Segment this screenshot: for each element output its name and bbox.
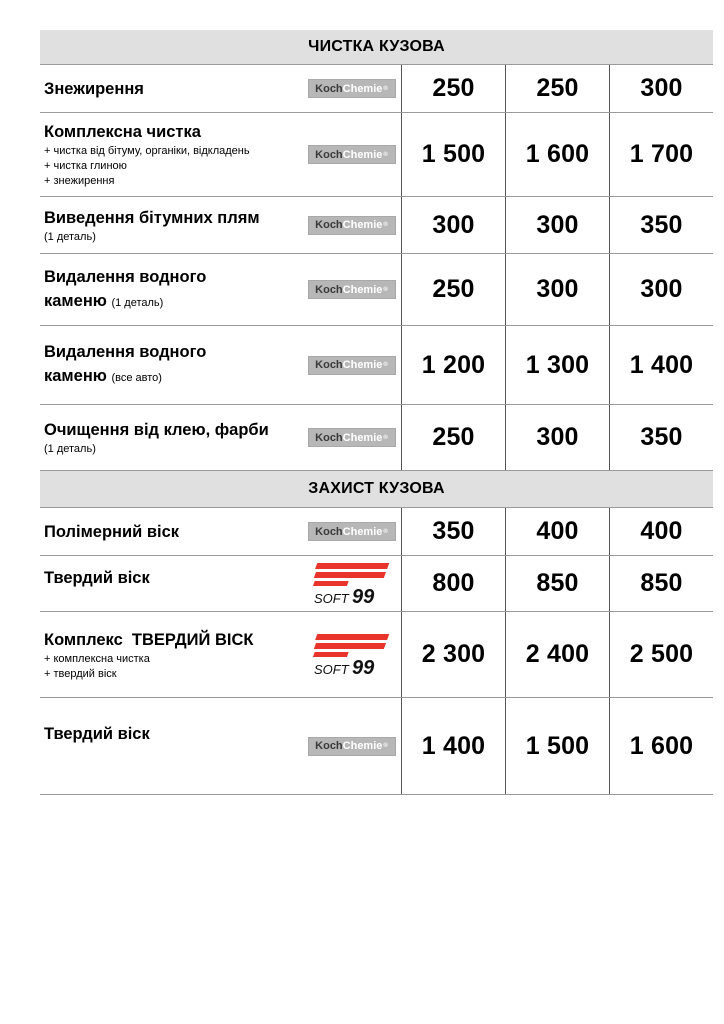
service-title: Виведення бітумних плям <box>44 208 260 227</box>
section-header-cleaning: ЧИСТКА КУЗОВА <box>40 30 713 65</box>
brand-logo-cell <box>302 556 401 611</box>
table-row <box>40 197 713 254</box>
price-cell: 250 <box>505 65 609 112</box>
price-cell: 300 <box>505 197 609 253</box>
service-title: Комплекс ТВЕРДИЙ ВІСК <box>44 630 254 649</box>
service-inline-note: (все авто) <box>111 372 162 384</box>
price-cell: 400 <box>505 508 609 555</box>
brand-logo-cell <box>302 698 401 794</box>
price-cell: 1 400 <box>401 698 505 794</box>
price-cell: 1 200 <box>401 326 505 404</box>
price-cell: 1 600 <box>609 698 713 794</box>
brand-logo-cell <box>302 508 401 555</box>
price-cell: 1 500 <box>505 698 609 794</box>
koch-chemie-logo: Koch Chemie ® <box>308 79 396 98</box>
price-cell: 300 <box>401 197 505 253</box>
brand-logo-cell <box>302 405 401 470</box>
service-title: Видалення водного каменю <box>44 343 207 385</box>
price-cell: 2 500 <box>609 612 713 697</box>
svg-text:99: 99 <box>351 585 374 607</box>
service-note: + комплексна чистка <box>44 652 150 665</box>
price-cell: 800 <box>401 556 505 611</box>
price-cell: 250 <box>401 65 505 112</box>
svg-text:SOFT: SOFT <box>313 590 349 606</box>
service-title: Знежирення <box>44 79 144 98</box>
koch-chemie-logo: Koch Chemie ® <box>308 280 396 299</box>
svg-text:99: 99 <box>351 656 374 678</box>
brand-logo-cell <box>302 65 401 112</box>
brand-logo-cell <box>302 326 401 404</box>
table-row <box>40 508 713 556</box>
price-cell: 350 <box>401 508 505 555</box>
price-cell: 1 300 <box>505 326 609 404</box>
koch-chemie-logo: Koch Chemie ® <box>308 737 396 756</box>
price-cell: 350 <box>609 405 713 470</box>
table-row <box>40 556 713 612</box>
price-cell: 250 <box>401 405 505 470</box>
table-row <box>40 113 713 197</box>
price-cell: 850 <box>505 556 609 611</box>
price-cell: 2 300 <box>401 612 505 697</box>
service-title: Видалення водного каменю <box>44 267 207 310</box>
price-cell: 300 <box>505 254 609 325</box>
price-cell: 1 700 <box>609 113 713 196</box>
koch-chemie-logo: Koch Chemie ® <box>308 428 396 447</box>
price-table <box>40 30 713 795</box>
table-row <box>40 698 713 795</box>
service-title: Твердий віск <box>44 569 150 587</box>
table-row <box>40 612 713 698</box>
service-title: Твердий віск <box>44 725 150 743</box>
service-note: (1 деталь) <box>44 443 96 455</box>
soft99-logo <box>312 632 392 678</box>
price-cell: 1 600 <box>505 113 609 196</box>
service-title: Полімерний віск <box>44 522 180 541</box>
price-cell: 1 400 <box>609 326 713 404</box>
section-header-protection: ЗАХИСТ КУЗОВА <box>40 471 713 508</box>
price-cell: 1 500 <box>401 113 505 196</box>
koch-chemie-logo: Koch Chemie ® <box>308 522 396 541</box>
service-note: + чистка глиною <box>44 160 127 172</box>
service-note: + чистка від бітуму, органіки, відкладень <box>44 145 250 157</box>
service-inline-note: (1 деталь) <box>111 296 164 309</box>
price-cell: 250 <box>401 254 505 325</box>
koch-chemie-logo: Koch Chemie ® <box>308 216 396 235</box>
service-title: Очищення від клею, фарби <box>44 421 269 439</box>
table-row <box>40 254 713 326</box>
service-note: + твердий віск <box>44 667 117 680</box>
table-row <box>40 326 713 405</box>
table-row <box>40 405 713 471</box>
price-cell: 850 <box>609 556 713 611</box>
brand-logo-cell <box>302 254 401 325</box>
brand-logo-cell <box>302 612 401 697</box>
svg-text:SOFT: SOFT <box>313 661 349 677</box>
service-note: + знежирення <box>44 175 115 187</box>
brand-logo-cell <box>302 197 401 253</box>
service-title: Комплексна чистка <box>44 123 201 141</box>
koch-chemie-logo: Koch Chemie ® <box>308 356 396 375</box>
koch-chemie-logo: Koch Chemie ® <box>308 145 396 164</box>
price-cell: 300 <box>609 65 713 112</box>
price-cell: 350 <box>609 197 713 253</box>
price-cell: 300 <box>609 254 713 325</box>
price-cell: 2 400 <box>505 612 609 697</box>
price-cell: 300 <box>505 405 609 470</box>
soft99-logo <box>312 561 392 607</box>
price-cell: 400 <box>609 508 713 555</box>
service-note: (1 деталь) <box>44 230 96 243</box>
brand-logo-cell <box>302 113 401 196</box>
table-row <box>40 65 713 113</box>
